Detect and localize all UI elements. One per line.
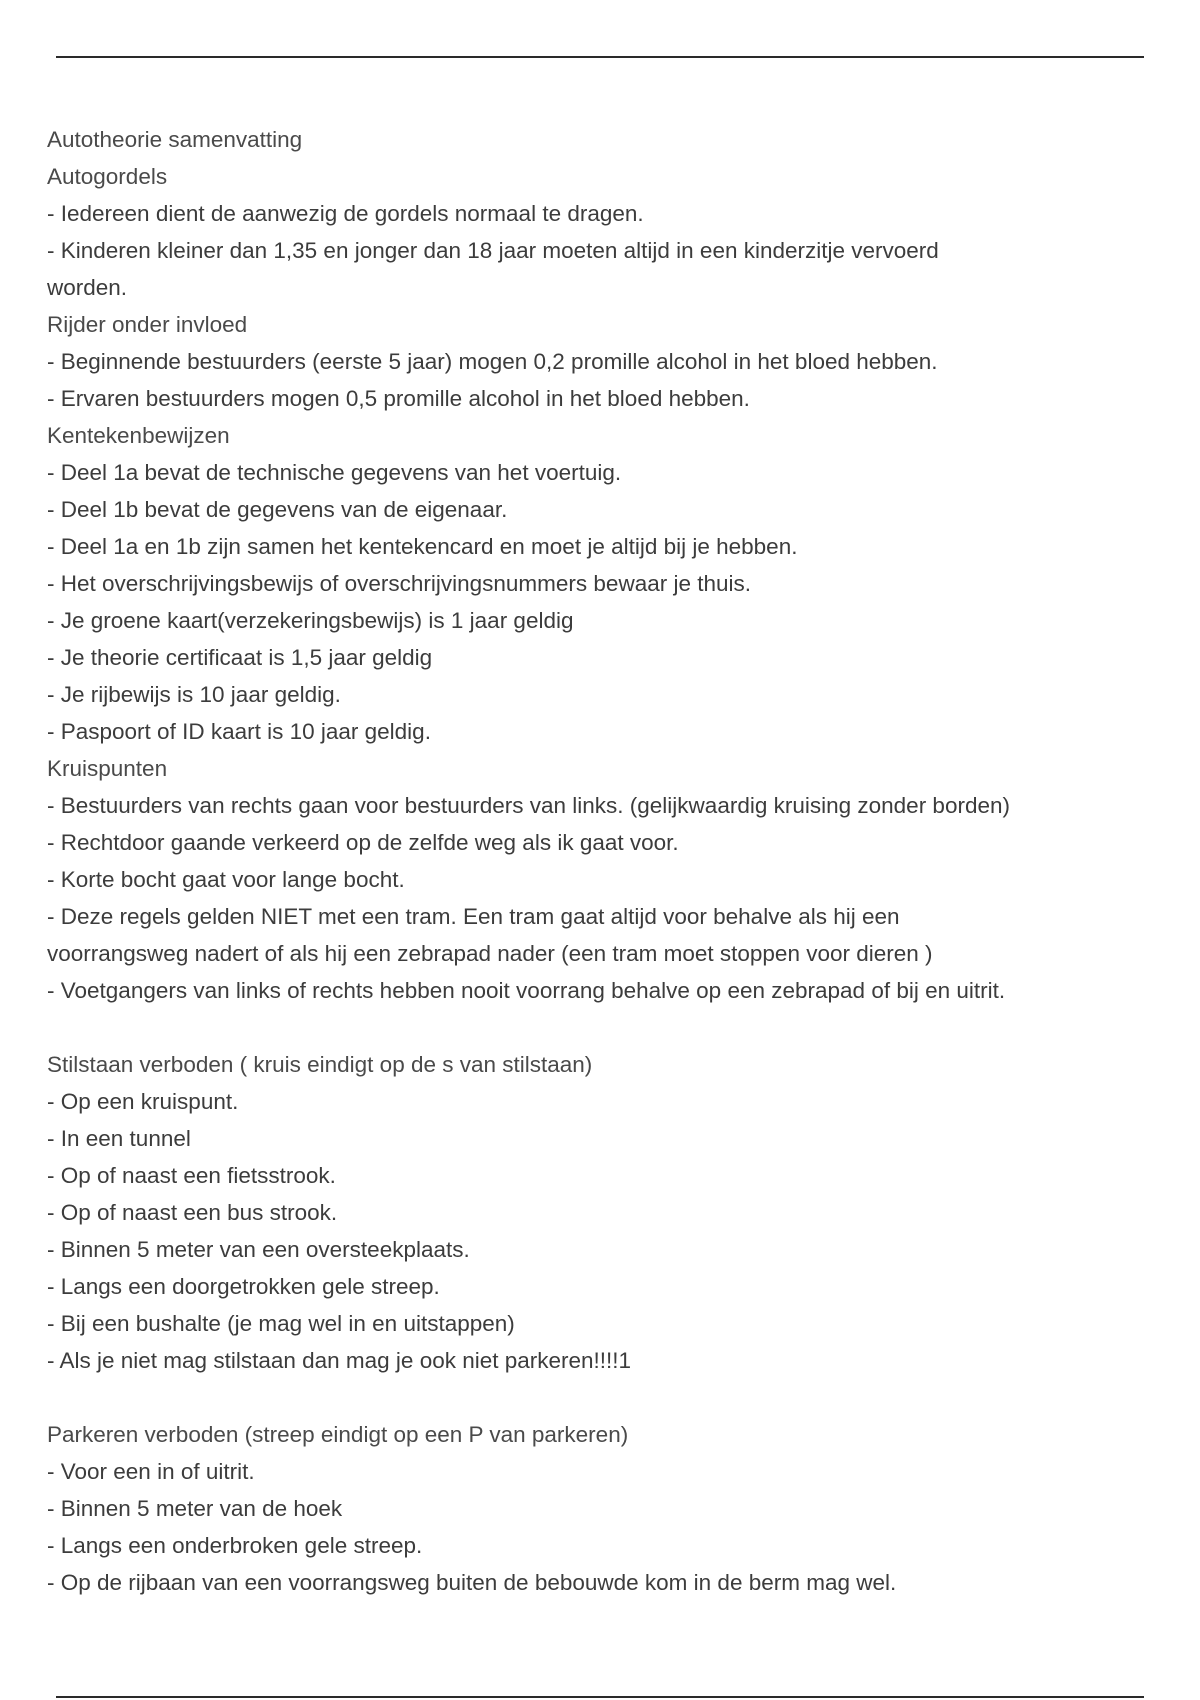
list-item: - Op een kruispunt.: [47, 1089, 239, 1114]
section-heading: Autogordels: [47, 164, 168, 189]
section-heading: Rijder onder invloed: [47, 312, 248, 337]
list-item: - Binnen 5 meter van een oversteekplaats.: [47, 1237, 470, 1262]
blank-line: [47, 1379, 1167, 1416]
section-heading: Autotheorie samenvatting: [47, 127, 303, 152]
list-item: - Langs een onderbroken gele streep.: [47, 1533, 423, 1558]
list-item: - Als je niet mag stilstaan dan mag je ook niet parkeren!!!!1: [47, 1348, 632, 1373]
list-item: worden.: [47, 275, 128, 300]
top-divider: [56, 56, 1144, 58]
list-item: - Op of naast een fietsstrook.: [47, 1163, 336, 1188]
list-item: - Op de rijbaan van een voorrangsweg buiten de bebouwde kom in de berm mag wel.: [47, 1570, 897, 1595]
list-item: - Rechtdoor gaande verkeerd op de zelfde weg als ik gaat voor.: [47, 830, 679, 855]
section-heading: Parkeren verboden (streep eindigt op een P van parkeren): [47, 1422, 629, 1447]
section-heading: Kruispunten: [47, 756, 168, 781]
list-item: - Het overschrijvingsbewijs of overschrijvingsnummers bewaar je thuis.: [47, 571, 752, 596]
document-body: [47, 121, 1167, 1601]
list-item: - Je groene kaart(verzekeringsbewijs) is 1 jaar geldig: [47, 608, 574, 633]
list-item: - Je theorie certificaat is 1,5 jaar geldig: [47, 645, 433, 670]
list-item: - Kinderen kleiner dan 1,35 en jonger dan 18 jaar moeten altijd in een kinderzitje vervoerd: [47, 238, 939, 263]
list-item: - Ervaren bestuurders mogen 0,5 promille alcohol in het bloed hebben.: [47, 386, 750, 411]
blank-line: [47, 1009, 1167, 1046]
section-heading: Stilstaan verboden ( kruis eindigt op de s van stilstaan): [47, 1052, 593, 1077]
list-item: - Je rijbewijs is 10 jaar geldig.: [47, 682, 341, 707]
list-item: - Paspoort of ID kaart is 10 jaar geldig.: [47, 719, 431, 744]
list-item: - Deze regels gelden NIET met een tram. Een tram gaat altijd voor behalve als hij een: [47, 904, 900, 929]
list-item: - In een tunnel: [47, 1126, 191, 1151]
list-item: - Voetgangers van links of rechts hebben nooit voorrang behalve op een zebrapad of bij en uitrit.: [47, 978, 1006, 1003]
bottom-divider: [56, 1696, 1144, 1698]
list-item: - Bestuurders van rechts gaan voor bestuurders van links. (gelijkwaardig kruising zonder borden): [47, 793, 1010, 818]
list-item: - Voor een in of uitrit.: [47, 1459, 255, 1484]
list-item: - Deel 1b bevat de gegevens van de eigenaar.: [47, 497, 508, 522]
list-item: - Deel 1a en 1b zijn samen het kentekencard en moet je altijd bij je hebben.: [47, 534, 798, 559]
list-item: - Binnen 5 meter van de hoek: [47, 1496, 343, 1521]
list-item: - Beginnende bestuurders (eerste 5 jaar) mogen 0,2 promille alcohol in het bloed hebben.: [47, 349, 938, 374]
list-item: - Langs een doorgetrokken gele streep.: [47, 1274, 440, 1299]
list-item: voorrangsweg nadert of als hij een zebrapad nader (een tram moet stoppen voor dieren ): [47, 941, 933, 966]
list-item: - Iedereen dient de aanwezig de gordels normaal te dragen.: [47, 201, 644, 226]
list-item: - Op of naast een bus strook.: [47, 1200, 338, 1225]
list-item: - Bij een bushalte (je mag wel in en uitstappen): [47, 1311, 515, 1336]
section-heading: Kentekenbewijzen: [47, 423, 230, 448]
list-item: - Korte bocht gaat voor lange bocht.: [47, 867, 405, 892]
list-item: - Deel 1a bevat de technische gegevens van het voertuig.: [47, 460, 622, 485]
